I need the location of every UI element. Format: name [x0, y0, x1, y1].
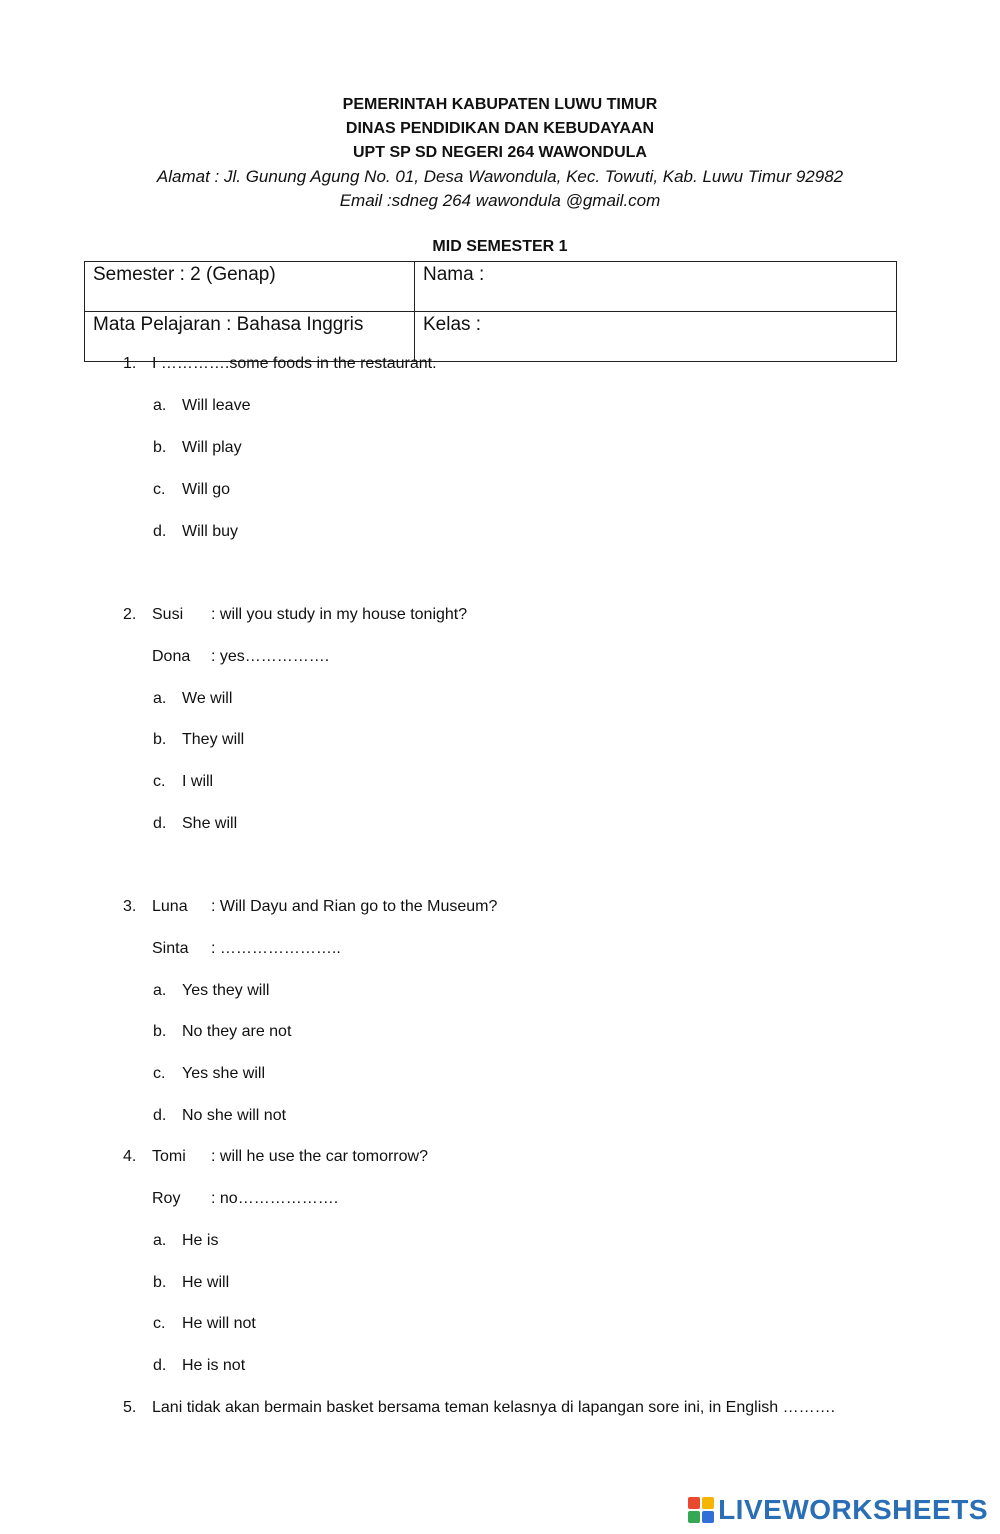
option-text: Will buy [182, 523, 239, 540]
header-address: Alamat : Jl. Gunung Agung No. 01, Desa Wawondula, Kec. Towuti, Kab. Luwu Timur 92982 [156, 167, 844, 186]
option-letter: d. [153, 523, 167, 540]
header-email: Email :sdneg 264 wawondula @gmail.com [339, 191, 661, 210]
option-letter: b. [153, 1274, 167, 1291]
exam-title: MID SEMESTER 1 [432, 238, 568, 255]
option-text: Will go [182, 481, 231, 498]
logo-square-blue [702, 1511, 714, 1523]
option-letter: d. [153, 815, 167, 832]
question-number: 2. [123, 606, 137, 623]
question-number: 4. [123, 1148, 137, 1165]
option-letter: b. [153, 439, 167, 456]
dialog-speaker: Dona [152, 648, 191, 665]
option-text: No they are not [182, 1023, 292, 1040]
liveworksheets-logo[interactable] [688, 1494, 988, 1526]
dialog-speaker: Luna [152, 898, 188, 915]
dialog-speaker: Roy [152, 1190, 181, 1207]
question-text: Lani tidak akan bermain basket bersama teman kelasnya di lapangan sore ini, in English ………. [152, 1399, 836, 1416]
option-text: Yes they will [182, 982, 270, 999]
dialog-speaker: Sinta [152, 940, 189, 957]
dialog-speaker: Susi [152, 606, 184, 623]
dialog-line: : will he use the car tomorrow? [211, 1148, 428, 1165]
option-letter: b. [153, 731, 167, 748]
option-text: She will [182, 815, 238, 832]
question-number: 1. [123, 355, 137, 372]
option-text: Will play [182, 439, 242, 456]
header-department: DINAS PENDIDIKAN DAN KEBUDAYAAN [345, 120, 655, 137]
option-letter: d. [153, 1107, 167, 1124]
option-letter: a. [153, 1232, 167, 1249]
option-letter: b. [153, 1023, 167, 1040]
option-letter: c. [153, 1315, 166, 1332]
option-letter: a. [153, 982, 167, 999]
option-text: He will not [182, 1315, 256, 1332]
option-letter: d. [153, 1357, 167, 1374]
question-text: I ………….some foods in the restaurant. [152, 355, 437, 372]
option-text: I will [182, 773, 214, 790]
dialog-line: : will you study in my house tonight? [211, 606, 468, 623]
question-number: 5. [123, 1399, 137, 1416]
logo-square-green [688, 1511, 700, 1523]
option-text: Yes she will [182, 1065, 266, 1082]
liveworksheets-logo-icon [688, 1497, 714, 1523]
dialog-line: : no………………. [211, 1190, 339, 1207]
dialog-line: : Will Dayu and Rian go to the Museum? [211, 898, 498, 915]
option-text: He is not [182, 1357, 246, 1374]
dialog-line: : yes……………. [211, 648, 330, 665]
logo-square-red [688, 1497, 700, 1509]
option-letter: a. [153, 397, 167, 414]
liveworksheets-brand-text: LIVEWORKSHEETS [718, 1494, 988, 1525]
option-text: He is [182, 1232, 219, 1249]
option-text: Will leave [182, 397, 251, 414]
nama-cell[interactable]: Nama : [415, 262, 897, 312]
kelas-cell[interactable]: Kelas : [415, 312, 897, 362]
option-letter: c. [153, 1065, 166, 1082]
header-school: UPT SP SD NEGERI 264 WAWONDULA [353, 144, 647, 161]
option-letter: a. [153, 690, 167, 707]
option-letter: c. [153, 773, 166, 790]
student-info-table [84, 261, 897, 362]
letterhead [0, 93, 1000, 213]
dialog-speaker: Tomi [152, 1148, 186, 1165]
semester-cell: Semester : 2 (Genap) [85, 262, 415, 312]
option-text: We will [182, 690, 233, 707]
header-government: PEMERINTAH KABUPATEN LUWU TIMUR [342, 96, 658, 113]
option-text: He will [182, 1274, 230, 1291]
option-letter: c. [153, 481, 166, 498]
mapel-cell: Mata Pelajaran : Bahasa Inggris [85, 312, 415, 362]
question-number: 3. [123, 898, 137, 915]
dialog-line: : ………………….. [211, 940, 341, 957]
option-text: They will [182, 731, 245, 748]
logo-square-yellow [702, 1497, 714, 1509]
option-text: No she will not [182, 1107, 287, 1124]
